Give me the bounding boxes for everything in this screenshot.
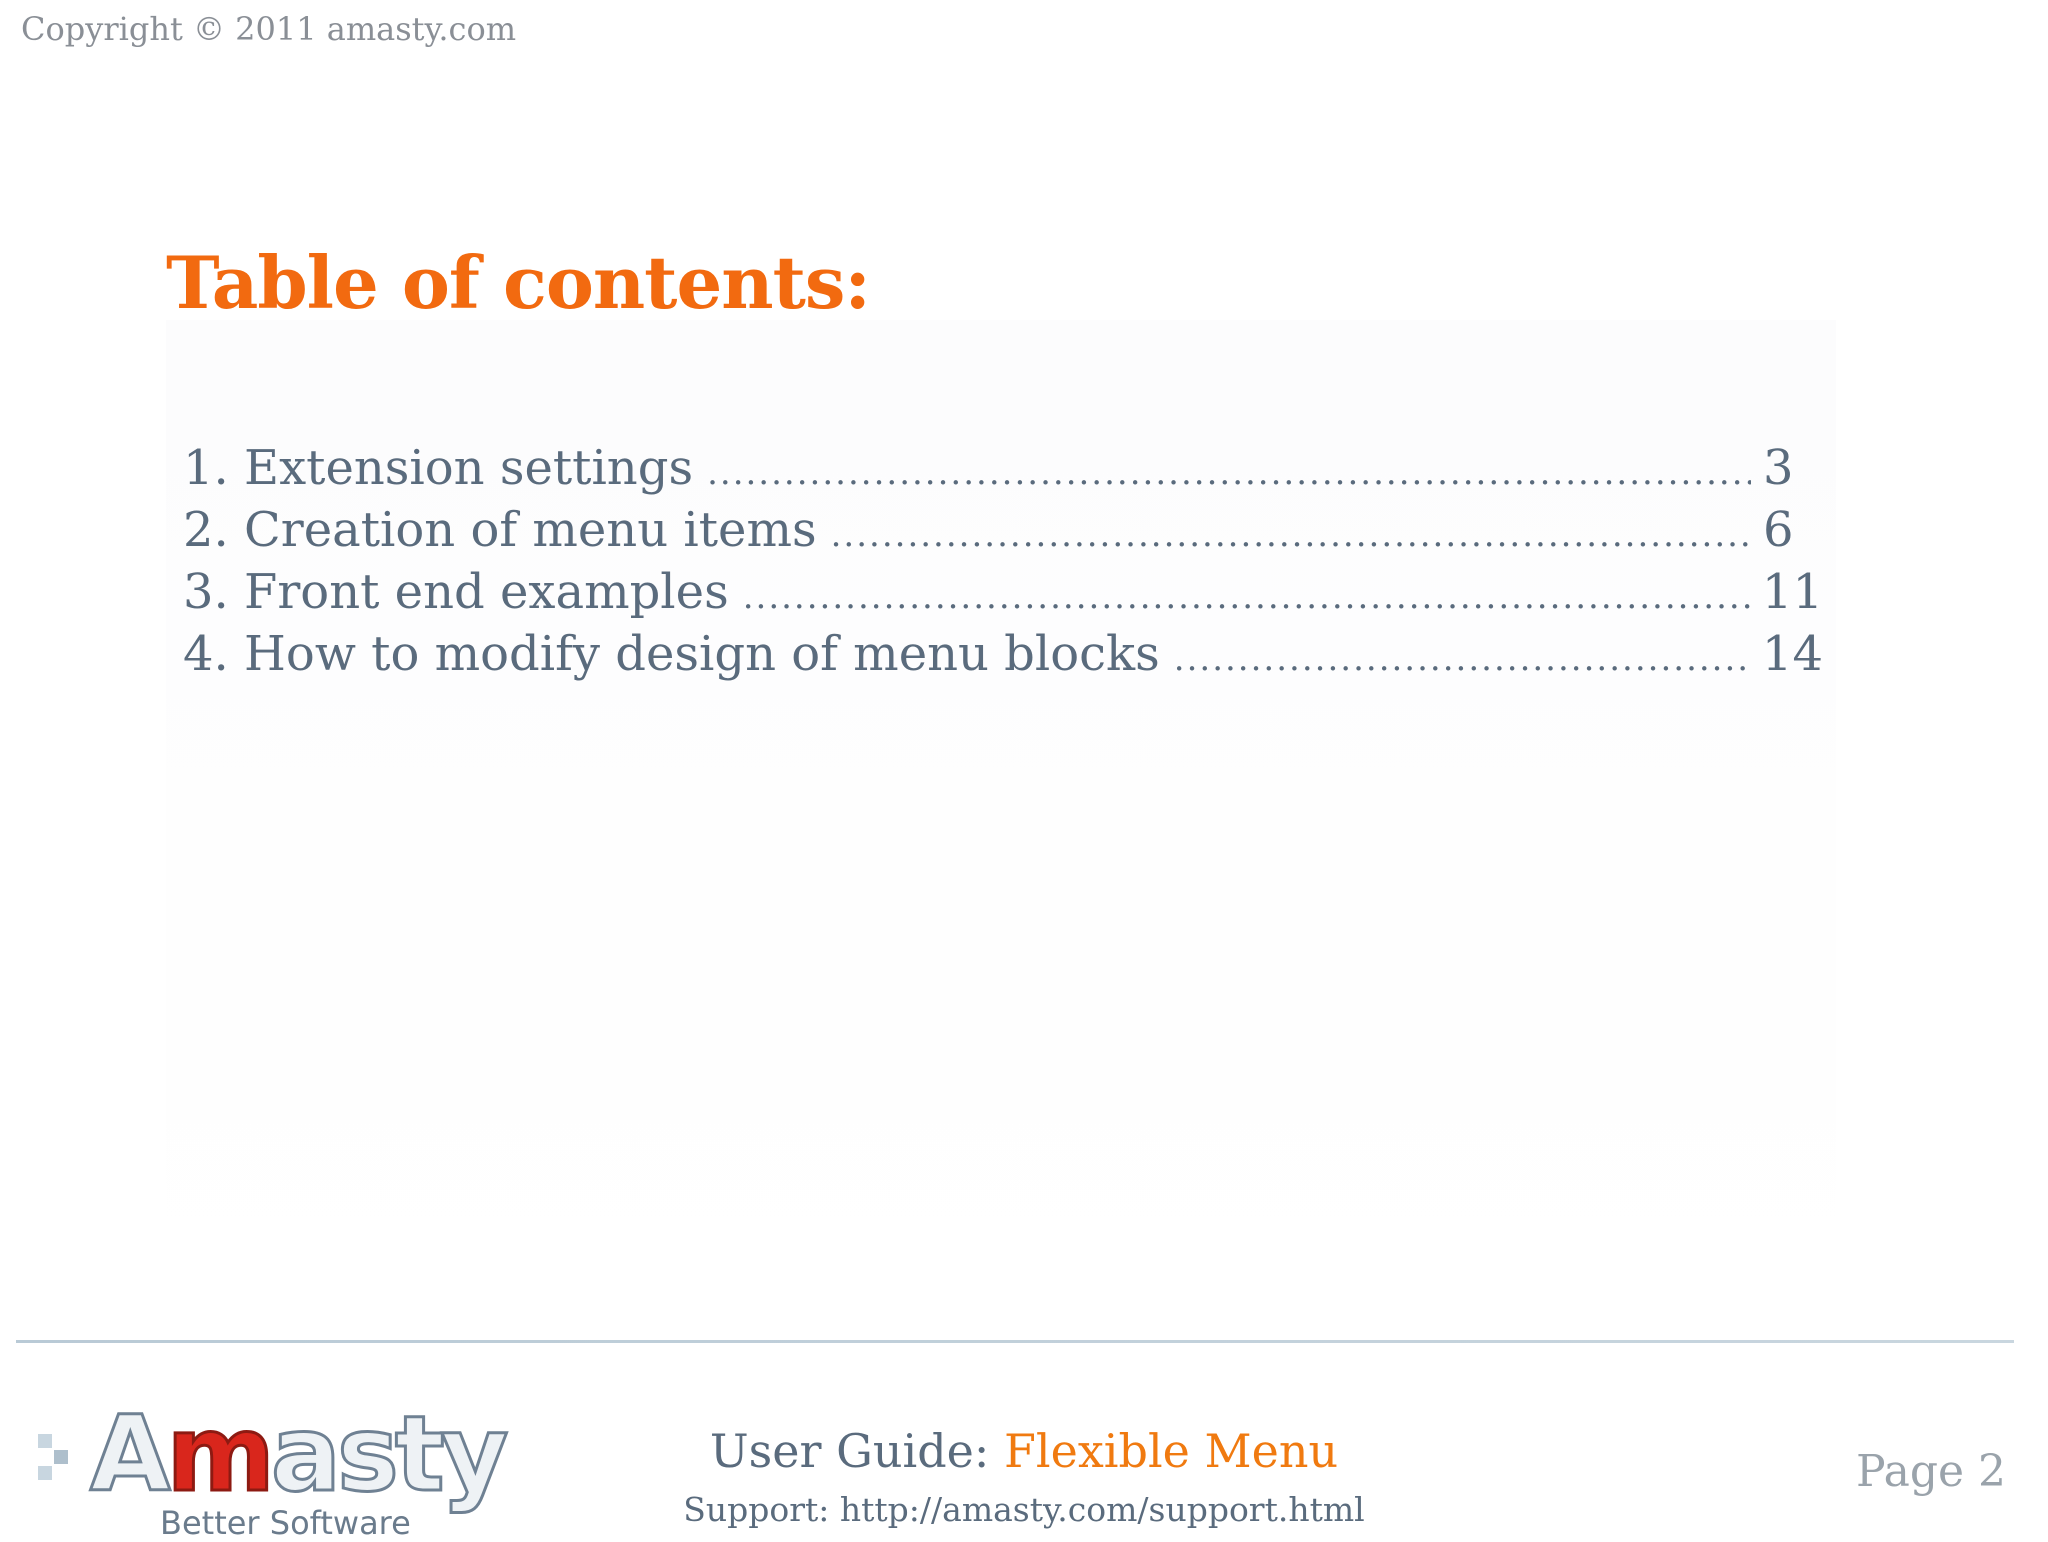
toc-entry-modify-design[interactable] <box>183 626 1823 688</box>
toc-list <box>183 440 1823 688</box>
logo-wordmark-start: A <box>90 1393 167 1515</box>
toc-entry-front-end-examples[interactable] <box>183 564 1823 626</box>
support-link[interactable]: Support: http://amasty.com/support.html <box>683 1490 1365 1529</box>
toc-entry-page: 6 <box>1763 502 1794 558</box>
toc-dot-leader <box>707 453 1751 493</box>
toc-entry-page: 11 <box>1761 564 1823 620</box>
toc-dot-leader <box>831 515 1751 555</box>
toc-entry-label: 1. Extension settings <box>183 440 694 496</box>
logo-wordmark-end: asty <box>270 1393 505 1515</box>
logo-tagline: Better Software <box>160 1504 411 1542</box>
footer-divider <box>16 1340 2014 1343</box>
toc-entry-page: 3 <box>1763 440 1794 496</box>
toc-entry-creation-of-menu-items[interactable] <box>183 502 1823 564</box>
toc-entry-extension-settings[interactable] <box>183 440 1823 502</box>
page-number: Page 2 <box>1855 1446 2006 1497</box>
toc-entry-label: 3. Front end examples <box>183 564 729 620</box>
toc-entry-page: 14 <box>1761 626 1823 682</box>
toc-entry-label: 4. How to modify design of menu blocks <box>183 626 1160 682</box>
toc-entry-label: 2. Creation of menu items <box>183 502 817 558</box>
user-guide-prefix: User Guide: <box>709 1424 990 1478</box>
toc-dot-leader <box>743 577 1750 617</box>
logo-wordmark-accent: m <box>166 1393 271 1515</box>
toc-title: Table of contents: <box>166 240 870 325</box>
toc-dot-leader <box>1174 639 1750 679</box>
copyright-text: Copyright © 2011 amasty.com <box>21 10 517 48</box>
user-guide-product: Flexible Menu <box>1004 1424 1339 1478</box>
user-guide-title <box>0 1424 2048 1478</box>
